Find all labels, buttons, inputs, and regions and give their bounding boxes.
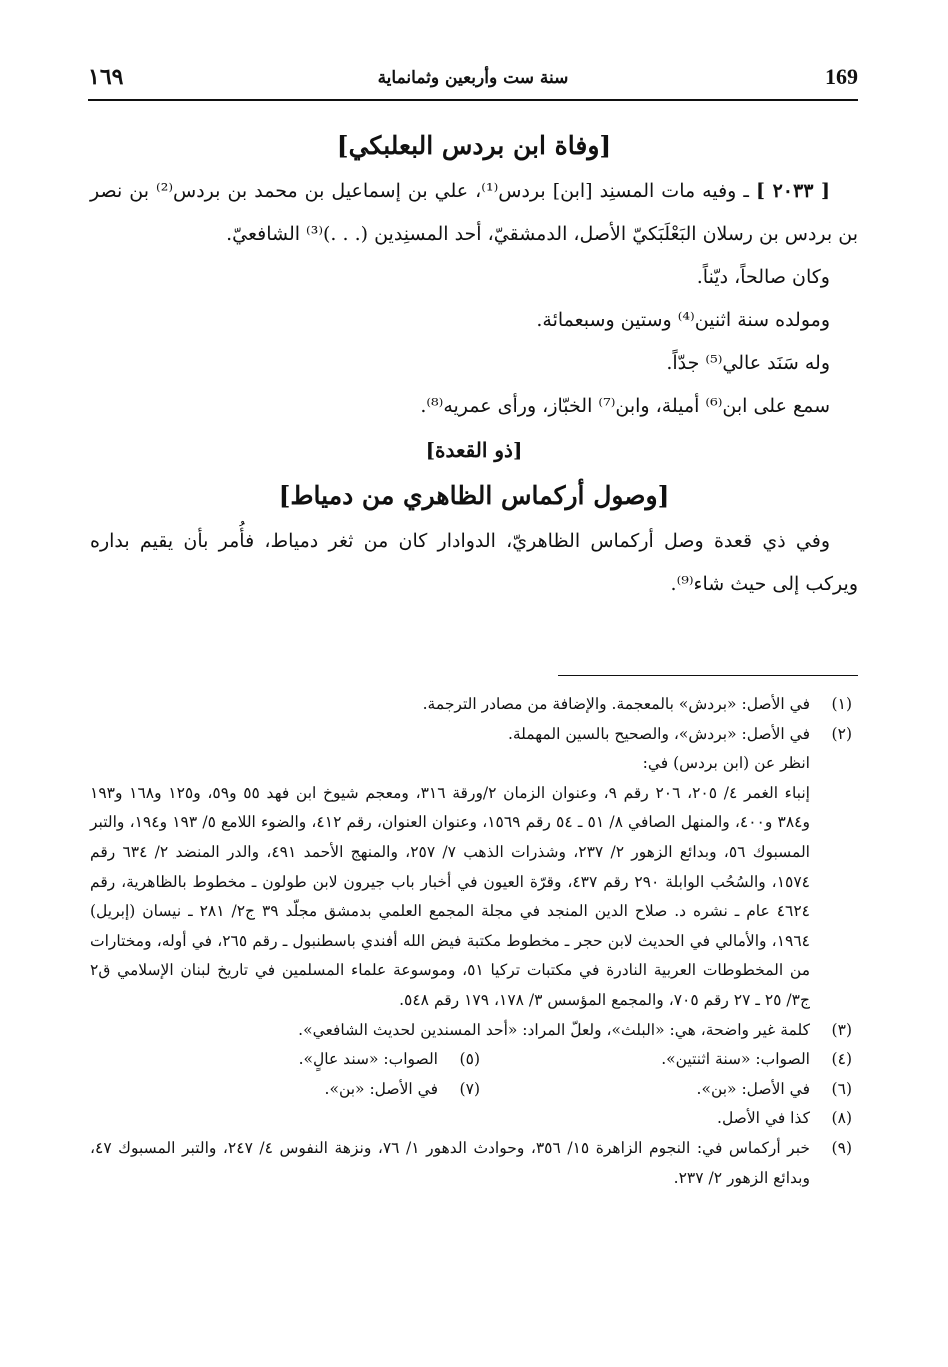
paragraph-birth: ومولده سنة اثنين⁽⁴⁾ وستين وسبعمائة. (536, 309, 830, 331)
footnote-text: في الأصل: «بردش»، والصحيح بالسين المهملة. (507, 724, 810, 743)
footnote-text: الصواب: «سند عالٍ». (298, 1050, 438, 1069)
footnote-row-4-5 (90, 1045, 852, 1075)
footnote-row-6-7 (90, 1075, 852, 1105)
footnote-1 (90, 690, 852, 720)
paragraph-chain: وله سَنَد عالي⁽⁵⁾ جدّاً. (666, 352, 830, 374)
section-heading-death: [وفاة ابن بردس البعلبكي] (336, 131, 612, 160)
footnotes (90, 690, 852, 1193)
running-title: سنة ست وأربعين وثمانماية (377, 68, 569, 88)
footnote-number: (٨) (831, 1109, 852, 1128)
footnote-number: (١) (831, 695, 852, 713)
footnote-3 (90, 1016, 852, 1046)
footnote-number: (٩) (831, 1138, 852, 1157)
footnote-separator (558, 675, 858, 676)
footnote-number: (٧) (459, 1079, 480, 1098)
footnote-text: في الأصل: «بردش» بالمعجمة. والإضافة من مصادر الترجمة. (422, 695, 810, 713)
page-header (88, 62, 858, 98)
entry-text: ـ وفيه مات المسنِد [ابن] بردس⁽¹⁾، علي بن إسماعيل بن محمد بن بردس⁽²⁾ بن نصر بن بردس بن رسلان البَعْلَبَكيّ الأصل، الدمشقيّ، أحد المسنِدين (. . .)⁽³⁾ الشافعيّ. (90, 180, 858, 245)
footnote-9 (90, 1134, 852, 1193)
header-rule (88, 99, 858, 101)
footnote-2 (90, 720, 852, 1016)
main-text (90, 122, 858, 606)
footnote-sources: إنباء الغمر ٤/ ٢٠٥، ٢٠٦ رقم ٩، وعنوان الزمان ٢/ورقة ٣١٦، ومعجم شيوخ ابن فهد ٥٥ و٥٩، و١٢٥ و١٦٨ و١٩٣ و٣٨٤ و٤٠٠، والمنهل الصافي ٨/ ٥١ ـ ٥٤ رقم ١٥٦٩، وعنوان العنوان، رقم ٤١٢، والضوء اللامع ٥/ ١٩٣ و١٩٤، والتبر المسبوك ٥٦، وبدائع الزهور ٢/ ٢٣٧، وشذرات الذهب ٧/ ٢٥٧، والمنهج الأحمد ٤٩١، والدر المنضد ٢/ ٦٣٤ رقم ١٥٧٤، والسُحُب الوابلة ٢٩٠ رقم ٤٣٧، وقرّة العيون في أخبار باب جيرون لابن طولون ـ مخطوط بالظاهرية، رقم ٤٦٢٤ عام ـ نشره د. صلاح الدين المنجد في مجلة المجمع العلمي بدمشق مجلّد ٣٩ ج٢/ ٢٨١ ـ نيسان (إبريل) ١٩٦٤، والأمالي في الحديث لابن حجر ـ مخطوط مكتبة فيض الله أفندي باسطنبول ـ رقم ٢٦٥، في أوله، ومختارات من المخطوطات العربية النادرة في مكتبات تركيا ٥١، وموسوعة علماء المسلمين في تاريخ لبنان الإسلامي ق٢ ج٣/ ٢٥ ـ ٢٧ رقم ٧٠٥، والمجمع المؤسس ٣/ ١٧٨، ١٧٩ رقم ٥٤٨. (90, 783, 810, 1009)
footnote-number: (٣) (831, 1020, 852, 1039)
footnote-number: (٤) (831, 1050, 852, 1069)
footnote-number: (٥) (459, 1050, 480, 1069)
footnote-5 (108, 1045, 480, 1075)
footnote-text: كلمة غير واضحة، هي: «البلث»، ولعلّ المراد: «أحد المسندين لحديث الشافعي». (298, 1020, 810, 1039)
footnote-number: (٢) (831, 724, 852, 743)
footnote-text: الصواب: «سنة اثنتين». (661, 1050, 810, 1069)
footnote-text: انظر عن (ابن بردس) في: (642, 754, 810, 773)
footnote-4 (480, 1045, 852, 1075)
footnote-number: (٦) (831, 1079, 852, 1098)
paragraph-piety: وكان صالحاً، ديّناً. (696, 266, 830, 288)
footnote-text: في الأصل: «بن». (324, 1079, 438, 1098)
footnote-8 (90, 1104, 852, 1134)
month-subheading: [ذو القعدة] (425, 438, 523, 462)
footnote-text: في الأصل: «بن». (696, 1079, 810, 1098)
entry-number: [ ٢٠٣٣ ] (755, 180, 830, 202)
entry-paragraph (90, 170, 858, 256)
page-number: 169 (825, 64, 858, 89)
paragraph-arkamas: وفي ذي قعدة وصل أركماس الظاهريّ، الدوادار كان من ثغر دمياط، فأُمر بأن يقيم بداره ويركب إلى حيث شاء⁽⁹⁾. (90, 530, 858, 595)
paragraph-teachers: سمع على ابن⁽⁶⁾ أميلة، وابن⁽⁷⁾ الخبّاز، ورأى عمريه⁽⁸⁾. (420, 395, 830, 417)
footnote-7 (108, 1075, 480, 1105)
footnote-text: خبر أركماس في: النجوم الزاهرة ١٥/ ٣٥٦، وحوادث الدهور ١/ ٧٦، ونزهة النفوس ٤/ ٢٤٧، والتبر المسبوك ٤٧، وبدائع الزهور ٢/ ٢٣٧. (90, 1138, 810, 1187)
section-heading-arrival: [وصول أركماس الظاهري من دمياط] (278, 481, 670, 510)
page-number-arabic: ١٦٩ (88, 64, 124, 90)
footnote-text: كذا في الأصل. (717, 1109, 810, 1128)
footnote-6 (480, 1075, 852, 1105)
